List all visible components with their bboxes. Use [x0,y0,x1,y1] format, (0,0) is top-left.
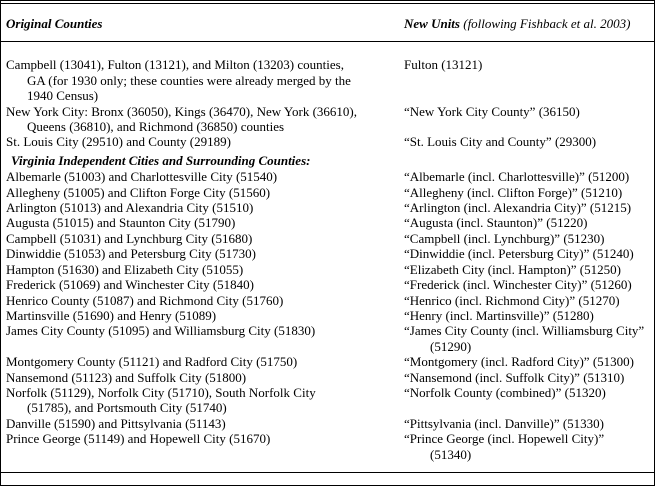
table-row [1,277,654,292]
new-units-text: “Dinwiddie (incl. Petersburg City)” (51240) [404,246,634,262]
original-counties-cell [1,231,404,246]
original-counties-text: Augusta (51015) and Staunton City (51790) [6,215,236,231]
new-units-cell [404,215,654,230]
new-units-cell [404,262,654,277]
original-counties-cell [1,262,404,277]
new-units-text: “Albemarle (incl. Charlottesville)” (51200) [404,169,630,185]
original-counties-text: New York City: Bronx (36050), Kings (36470), New York (36610), Queens (36810), and Richmond (36850) counties [6,103,357,135]
new-units-cell [404,200,654,215]
new-units-cell [404,231,654,246]
new-units-cell [404,416,654,431]
new-units-cell [404,431,654,462]
table-row [1,134,654,149]
new-units-text: Fulton (13121) [404,57,483,73]
original-counties-cell [1,185,404,200]
original-counties-text: Arlington (51013) and Alexandria City (51510) [6,200,254,216]
table-row [1,308,654,323]
table-row [1,200,654,215]
section-header: Virginia Independent Cities and Surrounding Counties: [11,152,311,168]
original-counties-cell [1,57,404,103]
original-counties-cell [1,200,404,215]
table-row [1,185,654,200]
original-counties-text: Danville (51590) and Pittsylvania (51143) [6,415,226,431]
original-counties-cell [1,323,404,338]
original-counties-text: Allegheny (51005) and Clifton Forge City (51560) [6,184,271,200]
original-counties-text: Frederick (51069) and Winchester City (51840) [6,277,254,293]
original-counties-text: Norfolk (51129), Norfolk City (51710), South Norfolk City (51785), and Portsmouth City (51740) [6,384,316,416]
table-row [1,431,654,462]
table-row [1,246,654,261]
new-units-text: “Prince George (incl. Hopewell City)” (51340) [404,431,605,462]
new-units-cell [404,246,654,261]
original-counties-text: Henrico County (51087) and Richmond City (51760) [6,292,284,308]
column-header-original-counties: Original Counties [6,16,103,31]
new-units-text: “Frederick (incl. Winchester City)” (51260) [404,277,632,293]
table-row [1,57,654,103]
table-row [1,370,654,385]
original-counties-cell [1,354,404,369]
new-units-cell [404,385,654,400]
new-units-cell [404,370,654,385]
original-counties-text: Nansemond (51123) and Suffolk City (51800) [6,369,247,385]
table-row [1,215,654,230]
new-units-cell [404,277,654,292]
new-units-label: New Units [404,16,460,31]
table-row [1,385,654,416]
original-counties-cell [1,370,404,385]
new-units-text: “Allegheny (incl. Clifton Forge)” (51210) [404,184,623,200]
new-units-note: (following Fishback et al. 2003) [459,16,631,31]
original-counties-cell [1,277,404,292]
table-row [1,262,654,277]
table-row [1,416,654,431]
new-units-text: “Montgomery (incl. Radford City)” (51300) [404,354,634,370]
original-counties-header-cell [1,16,404,31]
original-counties-cell [1,416,404,431]
original-counties-cell [1,385,404,416]
original-counties-text: Martinsville (51690) and Henry (51089) [6,307,217,323]
new-units-text: “Arlington (incl. Alexandria City)” (51215) [404,200,632,216]
new-units-text: “Elizabeth City (incl. Hampton)” (51250) [404,261,621,277]
new-units-text: “New York City County” (36150) [404,103,580,119]
new-units-text: “Pittsylvania (incl. Danville)” (51330) [404,415,605,431]
new-units-text: “Campbell (incl. Lynchburg)” (51230) [404,230,605,246]
original-counties-cell [1,169,404,184]
original-counties-cell [1,308,404,323]
original-counties-cell [1,246,404,261]
new-units-cell [404,308,654,323]
new-units-cell [404,57,654,72]
table-row [1,169,654,184]
new-units-cell [404,323,654,354]
new-units-cell [404,104,654,119]
original-counties-text: James City County (51095) and Williamsburg City (51830) [6,323,316,339]
new-units-header-cell [404,16,654,31]
new-units-text: “Henry (incl. Martinsville)” (51280) [404,307,594,323]
new-units-text: “Augusta (incl. Staunton)” (51220) [404,215,588,231]
original-counties-text: Albemarle (51003) and Charlottesville City (51540) [6,169,278,185]
table-header-row [1,4,654,42]
original-counties-cell [1,215,404,230]
new-units-cell [404,354,654,369]
original-counties-text: Montgomery County (51121) and Radford City (51750) [6,354,298,370]
original-counties-cell [1,431,404,446]
new-units-cell [404,185,654,200]
original-counties-cell [1,134,404,149]
original-counties-cell [1,104,404,135]
column-header-new-units [404,16,630,31]
table-row [1,104,654,135]
original-counties-cell [1,293,404,308]
new-units-cell [404,293,654,308]
new-units-cell [404,134,654,149]
original-counties-text: St. Louis City (29510) and County (29189) [6,134,231,150]
original-counties-text: Prince George (51149) and Hopewell City (51670) [6,431,271,447]
original-counties-text: Campbell (51031) and Lynchburg City (51680) [6,230,253,246]
table-row [1,354,654,369]
table-row [1,231,654,246]
original-counties-text: Hampton (51630) and Elizabeth City (51055) [6,261,244,277]
table-row [1,293,654,308]
table-row [1,323,654,354]
new-units-text: “St. Louis City and County” (29300) [404,134,597,150]
new-units-text: “James City County (incl. Williamsburg City” (51290) [404,323,645,354]
new-units-text: “Henrico (incl. Richmond City)” (51270) [404,292,620,308]
table-body [1,42,654,473]
original-counties-text: Dinwiddie (51053) and Petersburg City (51730) [6,246,256,262]
new-units-text: “Nansemond (incl. Suffolk City)” (51310) [404,369,625,385]
original-counties-text: Campbell (13041), Fulton (13121), and Milton (13203) counties, GA (for 1930 only; these counties were already merged by the 1940 Census) [6,57,351,104]
new-units-text: “Norfolk County (combined)” (51320) [404,384,606,400]
new-units-cell [404,169,654,184]
